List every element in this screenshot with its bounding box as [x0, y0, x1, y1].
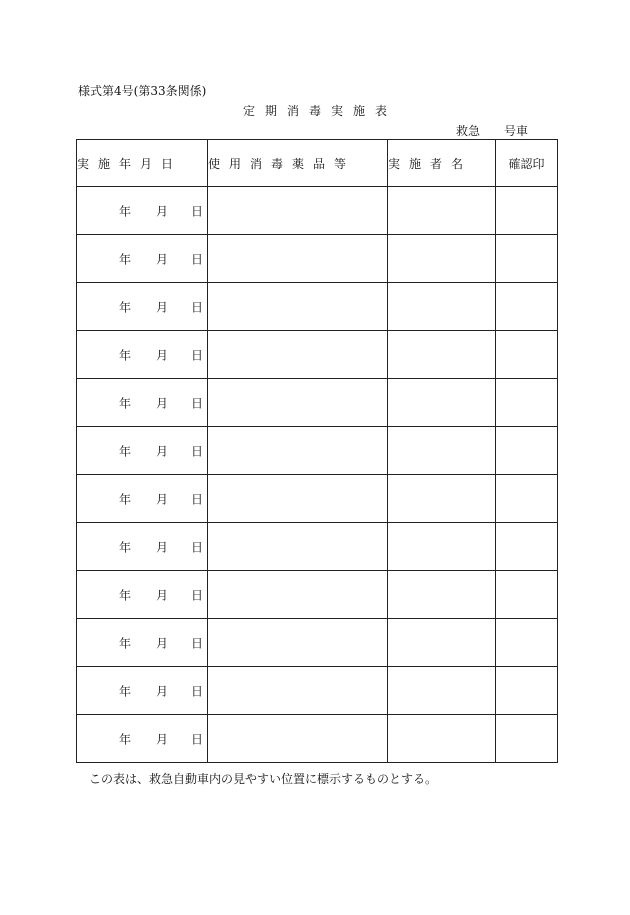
table-row — [77, 475, 558, 523]
confirmation-seal-cell[interactable] — [496, 523, 558, 571]
date-cell[interactable] — [77, 523, 208, 571]
disinfectant-cell[interactable] — [208, 427, 388, 475]
disinfectant-cell[interactable] — [208, 571, 388, 619]
table-row — [77, 715, 558, 763]
implementer-name-cell[interactable] — [388, 619, 496, 667]
date-cell[interactable] — [77, 475, 208, 523]
year-unit: 年 — [119, 684, 132, 698]
date-cell[interactable] — [77, 427, 208, 475]
confirmation-seal-cell[interactable] — [496, 571, 558, 619]
confirmation-seal-cell[interactable] — [496, 379, 558, 427]
implementer-name-cell[interactable] — [388, 331, 496, 379]
year-unit: 年 — [119, 300, 132, 314]
date-cell[interactable] — [77, 235, 208, 283]
implementer-name-cell[interactable] — [388, 715, 496, 763]
month-unit: 月 — [156, 204, 169, 218]
day-unit: 日 — [191, 732, 204, 746]
table-row — [77, 235, 558, 283]
vehicle-prefix: 救急 — [456, 124, 481, 138]
implementer-name-cell[interactable] — [388, 283, 496, 331]
month-unit: 月 — [156, 252, 169, 266]
day-unit: 日 — [191, 684, 204, 698]
day-unit: 日 — [191, 444, 204, 458]
day-unit: 日 — [191, 492, 204, 506]
confirmation-seal-cell[interactable] — [496, 475, 558, 523]
month-unit: 月 — [156, 300, 169, 314]
confirmation-seal-cell[interactable] — [496, 235, 558, 283]
table-row — [77, 667, 558, 715]
date-cell[interactable] — [77, 379, 208, 427]
vehicle-suffix: 号車 — [504, 124, 529, 138]
table-header-row — [77, 140, 558, 187]
year-unit: 年 — [119, 492, 132, 506]
table-row — [77, 331, 558, 379]
confirmation-seal-cell[interactable] — [496, 427, 558, 475]
form-number: 様式第4号(第33条関係) — [78, 84, 207, 98]
day-unit: 日 — [191, 540, 204, 554]
disinfectant-cell[interactable] — [208, 187, 388, 235]
implementer-name-cell[interactable] — [388, 523, 496, 571]
date-cell[interactable] — [77, 667, 208, 715]
month-unit: 月 — [156, 588, 169, 602]
date-cell[interactable] — [77, 715, 208, 763]
date-cell[interactable] — [77, 571, 208, 619]
confirmation-seal-cell[interactable] — [496, 331, 558, 379]
month-unit: 月 — [156, 684, 169, 698]
date-cell[interactable] — [77, 187, 208, 235]
year-unit: 年 — [119, 252, 132, 266]
disinfectant-cell[interactable] — [208, 235, 388, 283]
disinfectant-cell[interactable] — [208, 667, 388, 715]
implementer-name-cell[interactable] — [388, 379, 496, 427]
day-unit: 日 — [191, 396, 204, 410]
day-unit: 日 — [191, 636, 204, 650]
month-unit: 月 — [156, 636, 169, 650]
year-unit: 年 — [119, 396, 132, 410]
year-unit: 年 — [119, 732, 132, 746]
footnote: この表は、救急自動車内の見やすい位置に標示するものとする。 — [89, 772, 438, 786]
disinfectant-cell[interactable] — [208, 331, 388, 379]
confirmation-seal-cell[interactable] — [496, 715, 558, 763]
table-row — [77, 427, 558, 475]
implementer-name-cell[interactable] — [388, 427, 496, 475]
month-unit: 月 — [156, 444, 169, 458]
year-unit: 年 — [119, 348, 132, 362]
confirmation-seal-cell[interactable] — [496, 619, 558, 667]
column-header-disinfectant: 使用消毒薬品等 — [208, 140, 388, 187]
document-title: 定期消毒実施表 — [242, 104, 397, 118]
implementer-name-cell[interactable] — [388, 235, 496, 283]
implementer-name-cell[interactable] — [388, 475, 496, 523]
table-row — [77, 379, 558, 427]
year-unit: 年 — [119, 540, 132, 554]
table-body — [77, 187, 558, 763]
table-row — [77, 187, 558, 235]
table-row — [77, 619, 558, 667]
date-cell[interactable] — [77, 331, 208, 379]
column-header-confirmation-seal: 確認印 — [496, 140, 558, 187]
year-unit: 年 — [119, 204, 132, 218]
day-unit: 日 — [191, 204, 204, 218]
confirmation-seal-cell[interactable] — [496, 283, 558, 331]
disinfection-record-table — [76, 139, 558, 763]
year-unit: 年 — [119, 444, 132, 458]
year-unit: 年 — [119, 636, 132, 650]
disinfectant-cell[interactable] — [208, 379, 388, 427]
date-cell[interactable] — [77, 619, 208, 667]
month-unit: 月 — [156, 540, 169, 554]
day-unit: 日 — [191, 252, 204, 266]
month-unit: 月 — [156, 732, 169, 746]
column-header-date: 実施年月日 — [77, 140, 208, 187]
month-unit: 月 — [156, 396, 169, 410]
confirmation-seal-cell[interactable] — [496, 187, 558, 235]
disinfectant-cell[interactable] — [208, 715, 388, 763]
year-unit: 年 — [119, 588, 132, 602]
disinfectant-cell[interactable] — [208, 523, 388, 571]
disinfectant-cell[interactable] — [208, 619, 388, 667]
month-unit: 月 — [156, 492, 169, 506]
date-cell[interactable] — [77, 283, 208, 331]
confirmation-seal-cell[interactable] — [496, 667, 558, 715]
day-unit: 日 — [191, 588, 204, 602]
column-header-implementer: 実施者名 — [388, 140, 496, 187]
implementer-name-cell[interactable] — [388, 571, 496, 619]
disinfectant-cell[interactable] — [208, 283, 388, 331]
implementer-name-cell[interactable] — [388, 187, 496, 235]
table-row — [77, 571, 558, 619]
implementer-name-cell[interactable] — [388, 667, 496, 715]
day-unit: 日 — [191, 300, 204, 314]
vehicle-number-line — [456, 124, 528, 138]
day-unit: 日 — [191, 348, 204, 362]
disinfectant-cell[interactable] — [208, 475, 388, 523]
table-row — [77, 283, 558, 331]
table-row — [77, 523, 558, 571]
month-unit: 月 — [156, 348, 169, 362]
